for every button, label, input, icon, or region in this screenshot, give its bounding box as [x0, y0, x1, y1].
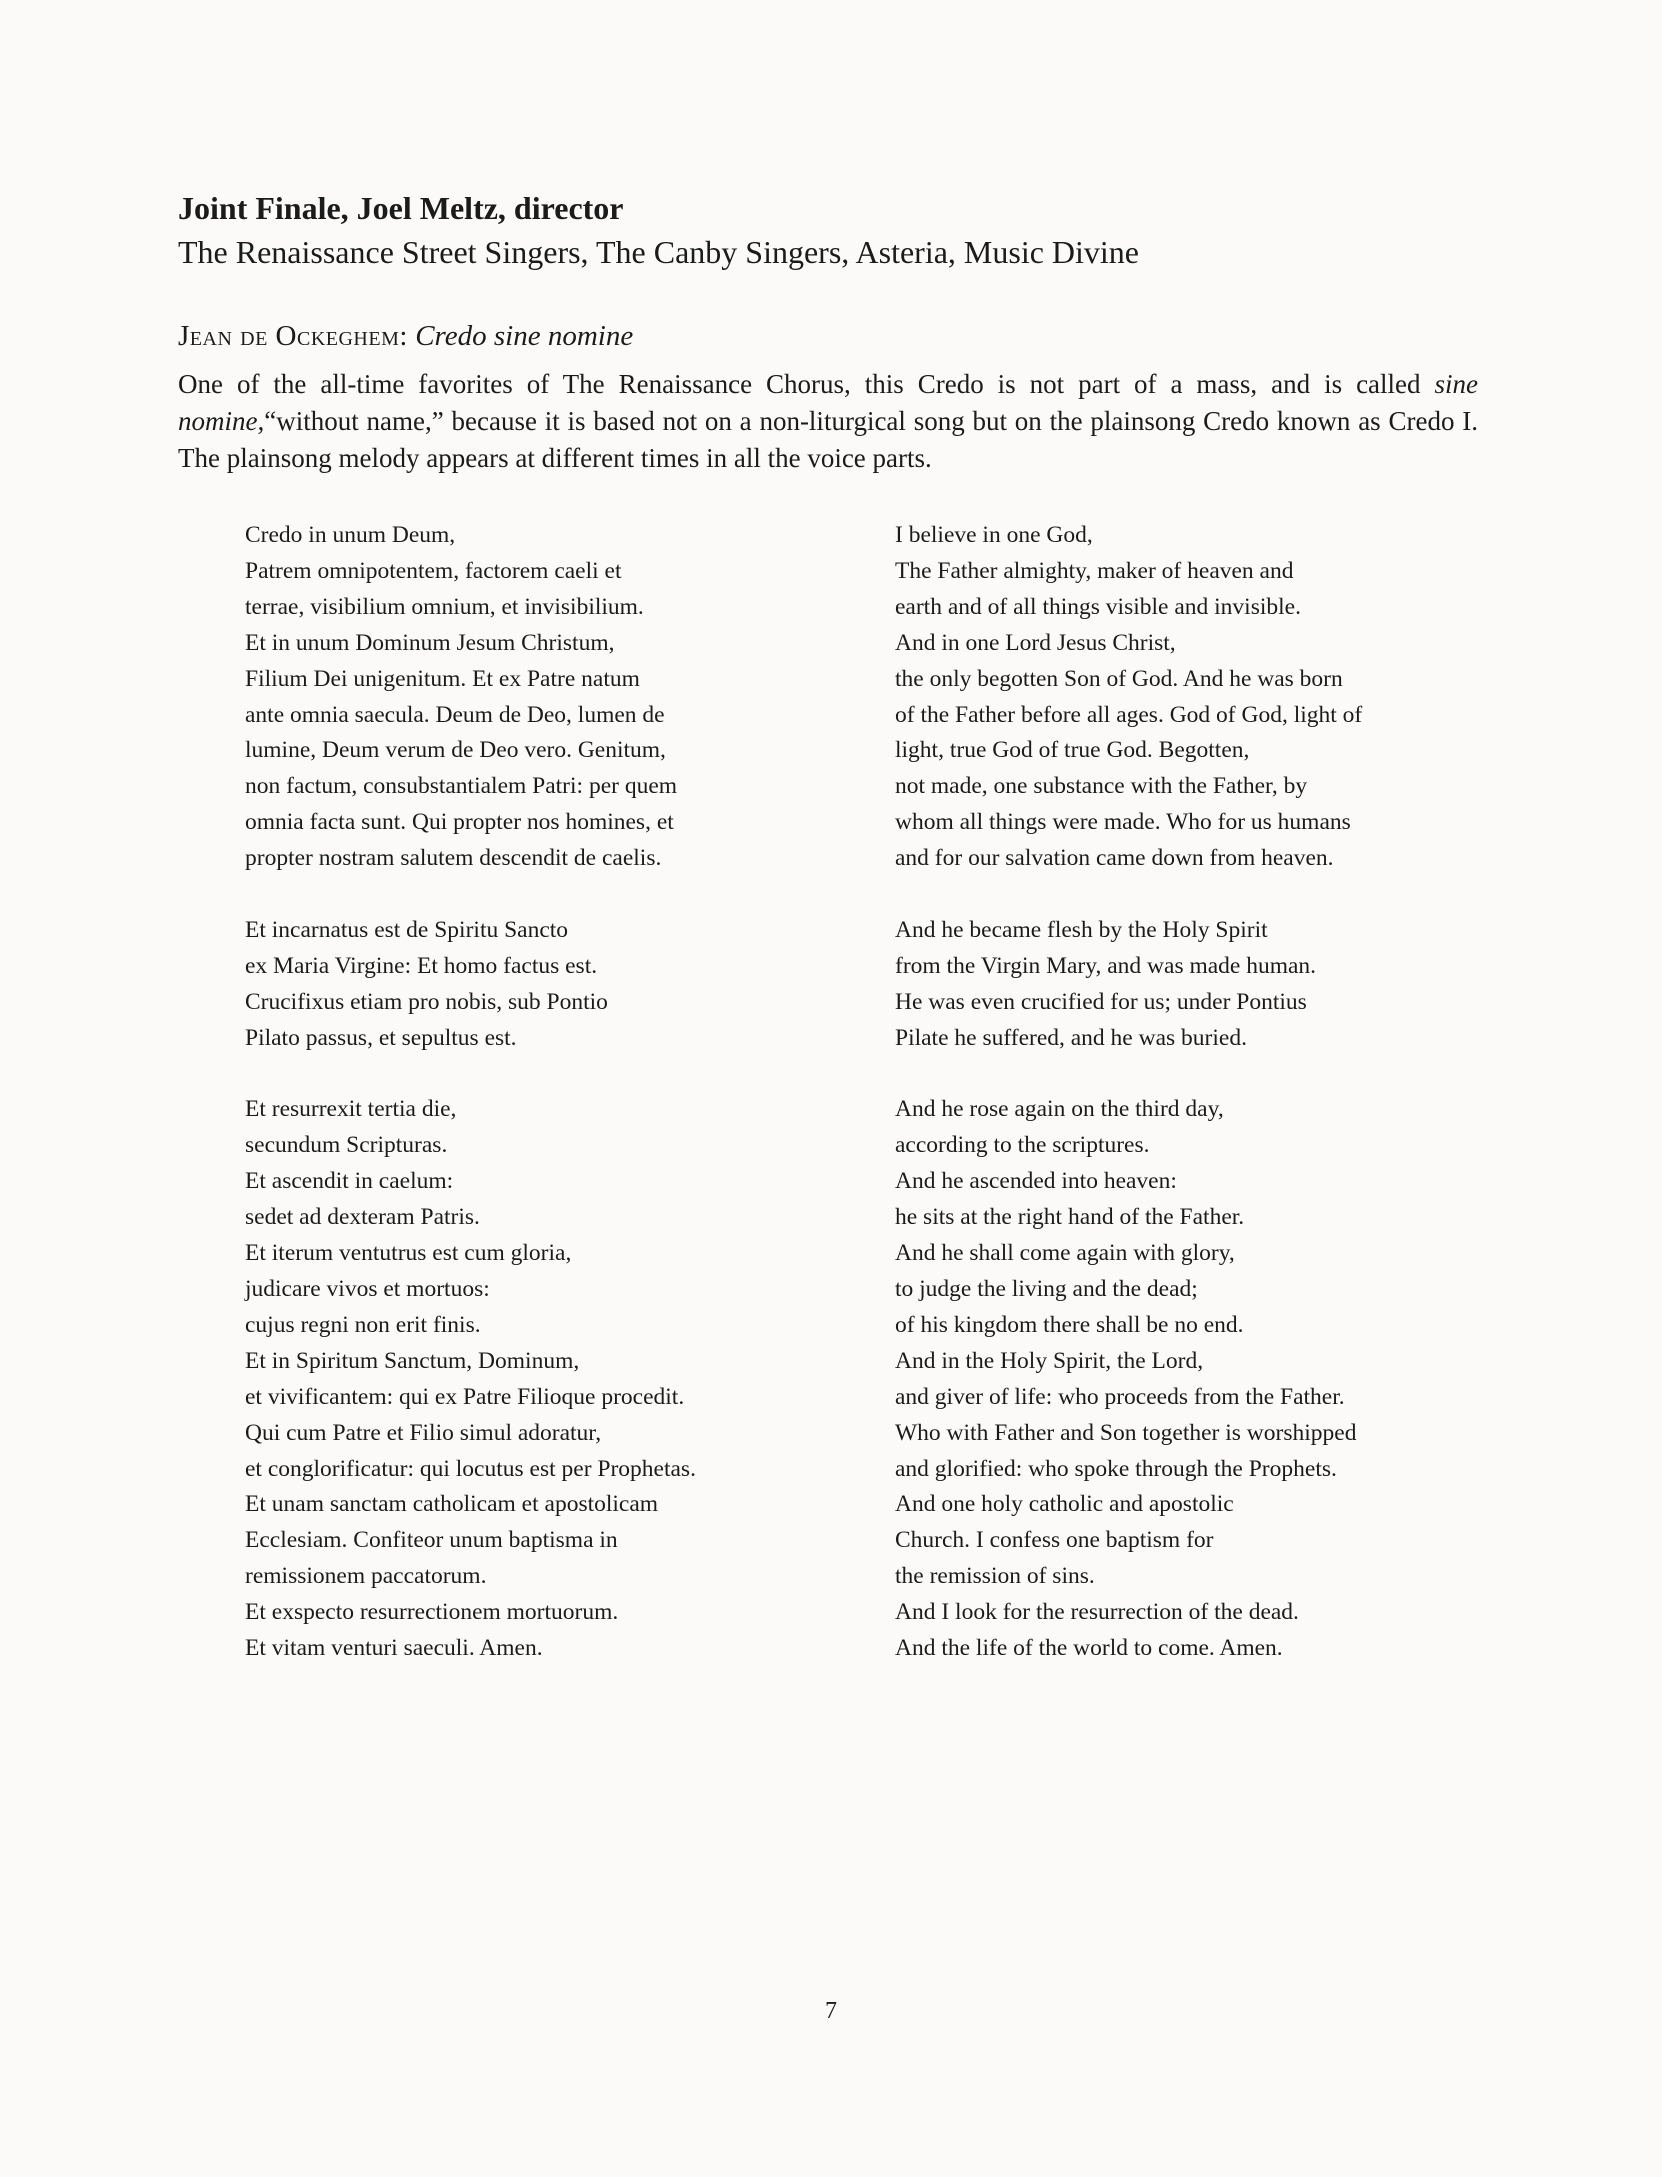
latin-stanza [245, 913, 845, 1057]
latin-line: ex Maria Virgine: Et homo factus est. [245, 952, 598, 979]
english-line: he sits at the right hand of the Father. [895, 1204, 1245, 1231]
english-line: light, true God of true God. Begotten, [895, 737, 1250, 764]
english-line: And one holy catholic and apostolic [895, 1491, 1234, 1518]
latin-line: Et incarnatus est de Spiritu Sancto [245, 916, 569, 943]
latin-line: Pilato passus, et sepultus est. [245, 1024, 517, 1051]
latin-line: Et vitam venturi saeculi. Amen. [245, 1635, 543, 1662]
english-line: and for our salvation came down from heaven. [895, 845, 1334, 872]
latin-line: omnia facta sunt. Qui propter nos homines, et [245, 809, 674, 836]
english-line: And he became flesh by the Holy Spirit [895, 916, 1268, 943]
latin-line: propter nostram salutem descendit de caelis. [245, 845, 662, 872]
latin-line: Et exspecto resurrectionem mortuorum. [245, 1599, 619, 1626]
latin-line: Et unam sanctam catholicam et apostolicam [245, 1491, 659, 1518]
english-line: Church. I confess one baptism for [895, 1527, 1214, 1554]
english-line: not made, one substance with the Father, by [895, 773, 1308, 800]
latin-line: et vivificantem: qui ex Patre Filioque procedit. [245, 1383, 685, 1410]
section-heading [178, 186, 1498, 274]
latin-text-column [245, 518, 845, 1703]
english-line: And in the Holy Spirit, the Lord, [895, 1347, 1204, 1374]
program-note-emphasis: sine nomine, [178, 369, 1478, 436]
performing-groups: The Renaissance Street Singers, The Canby Singers, Asteria, Music Divine [178, 234, 1139, 270]
english-line: of his kingdom there shall be no end. [895, 1311, 1244, 1338]
piece-title [178, 316, 633, 356]
english-line: Who with Father and Son together is worshipped [895, 1419, 1357, 1446]
program-note-text-1: One of the all-time favorites of The Renaissance Chorus, this Credo is not part of a mass, and is called [178, 369, 1435, 399]
finale-title: Joint Finale, Joel Meltz, director [178, 190, 624, 226]
latin-line: Qui cum Patre et Filio simul adoratur, [245, 1419, 602, 1446]
english-line: He was even crucified for us; under Pontius [895, 988, 1307, 1015]
latin-line: Ecclesiam. Confiteor unum baptisma in [245, 1527, 618, 1554]
program-note-text-2: “without name,” because it is based not on a non-liturgical song but on the plainsong Credo known as Credo I. The plainsong melody appears at different times in all the voice parts. [178, 406, 1478, 473]
english-translation-column [895, 518, 1495, 1703]
english-line: I believe in one God, [895, 522, 1093, 548]
english-line: And he shall come again with glory, [895, 1240, 1235, 1267]
latin-line: judicare vivos et mortuos: [245, 1276, 490, 1302]
latin-line: secundum Scripturas. [245, 1132, 448, 1159]
english-line: the remission of sins. [895, 1563, 1095, 1590]
english-line: to judge the living and the dead; [895, 1276, 1198, 1302]
latin-stanza [245, 518, 845, 877]
latin-line: Et ascendit in caelum: [245, 1168, 454, 1195]
latin-line: remissionem paccatorum. [245, 1563, 487, 1590]
latin-line: Crucifixus etiam pro nobis, sub Pontio [245, 988, 608, 1015]
english-line: earth and of all things visible and invisible. [895, 593, 1301, 620]
latin-line: Et in Spiritum Sanctum, Dominum, [245, 1347, 580, 1374]
latin-line: terrae, visibilium omnium, et invisibilium. [245, 593, 644, 620]
latin-stanza [245, 1092, 845, 1667]
latin-line: ante omnia saecula. Deum de Deo, lumen de [245, 701, 665, 728]
latin-line: Filium Dei unigenitum. Et ex Patre natum [245, 665, 640, 692]
latin-line: et conglorificatur: qui locutus est per Prophetas. [245, 1455, 696, 1482]
english-stanza [895, 518, 1495, 877]
english-line: And he ascended into heaven: [895, 1168, 1177, 1195]
latin-line: sedet ad dexteram Patris. [245, 1204, 480, 1231]
english-line: And I look for the resurrection of the dead. [895, 1599, 1299, 1626]
program-note [178, 366, 1478, 477]
english-line: Pilate he suffered, and he was buried. [895, 1024, 1247, 1051]
english-line: the only begotten Son of God. And he was born [895, 665, 1343, 692]
work-title: Credo sine nomine [415, 320, 634, 352]
english-stanza [895, 913, 1495, 1057]
english-line: and glorified: who spoke through the Prophets. [895, 1455, 1337, 1482]
english-stanza [895, 1092, 1495, 1667]
latin-line: Et iterum ventutrus est cum gloria, [245, 1240, 572, 1267]
english-line: And the life of the world to come. Amen. [895, 1635, 1283, 1662]
page-number: 7 [825, 1998, 837, 2024]
latin-line: lumine, Deum verum de Deo vero. Genitum, [245, 737, 666, 764]
english-line: from the Virgin Mary, and was made human. [895, 952, 1317, 979]
english-line: And he rose again on the third day, [895, 1096, 1224, 1123]
english-line: according to the scriptures. [895, 1132, 1150, 1159]
latin-line: non factum, consubstantialem Patri: per quem [245, 773, 678, 800]
latin-line: Credo in unum Deum, [245, 522, 456, 548]
english-line: The Father almighty, maker of heaven and [895, 557, 1294, 584]
composer-name: Jean de Ockeghem: [178, 320, 408, 352]
latin-line: Et resurrexit tertia die, [245, 1096, 457, 1123]
latin-line: Et in unum Dominum Jesum Christum, [245, 629, 615, 656]
english-line: and giver of life: who proceeds from the Father. [895, 1383, 1345, 1410]
english-line: whom all things were made. Who for us humans [895, 809, 1351, 836]
english-line: of the Father before all ages. God of God, light of [895, 701, 1363, 728]
english-line: And in one Lord Jesus Christ, [895, 629, 1176, 656]
latin-line: cujus regni non erit finis. [245, 1311, 481, 1338]
latin-line: Patrem omnipotentem, factorem caeli et [245, 557, 622, 584]
